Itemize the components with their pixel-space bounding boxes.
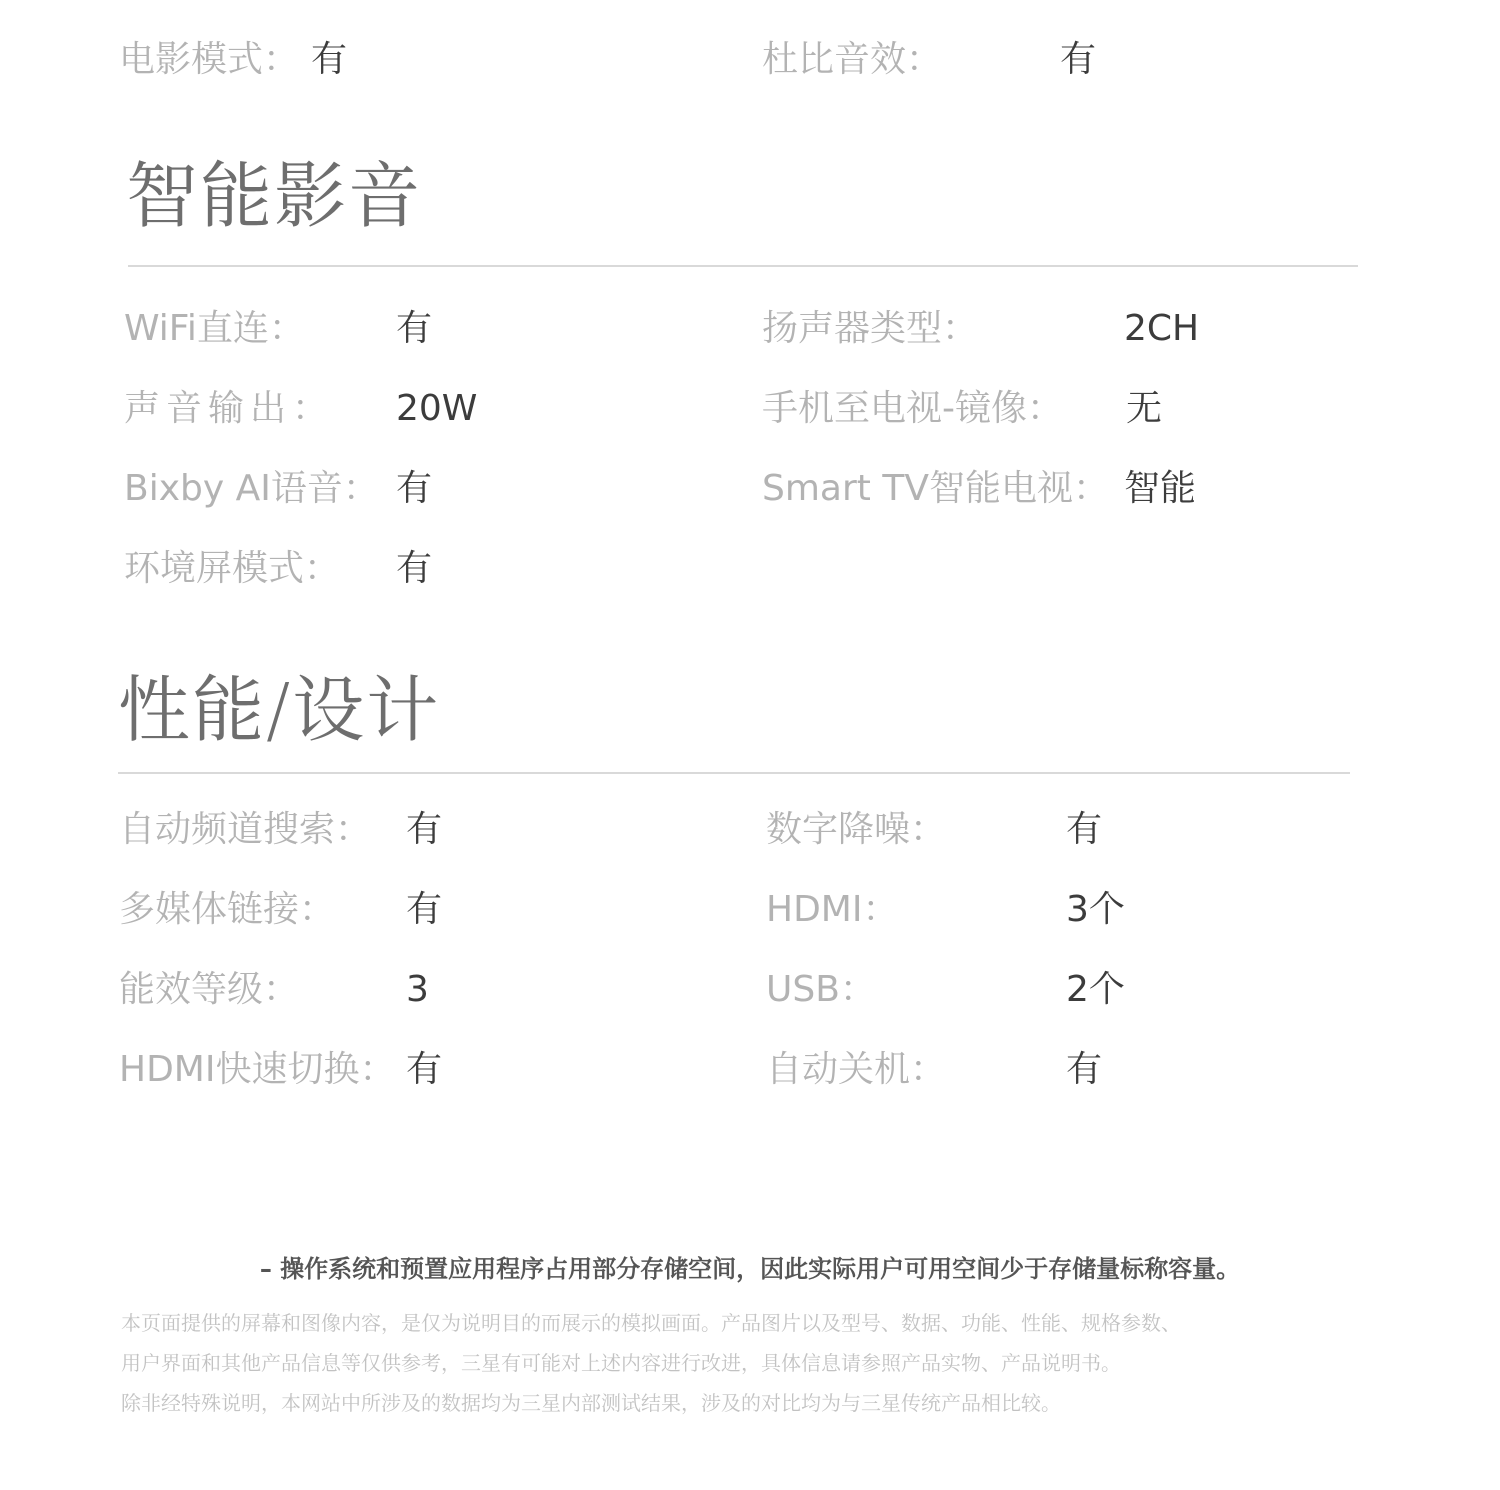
disclaimer-line: 本页面提供的屏幕和图像内容，是仅为说明目的而展示的模拟画面。产品图片以及型号、数据、功能、性能、规格参数、 <box>121 1311 1181 1335</box>
disclaimer-line: 用户界面和其他产品信息等仅供参考，三星有可能对上述内容进行改进，具体信息请参照产品实物、产品说明书。 <box>121 1351 1121 1375</box>
section-divider <box>128 265 1358 267</box>
wifi-direct-value: 有 <box>396 308 433 349</box>
disclaimer-line: 除非经特殊说明，本网站中所涉及的数据均为三星内部测试结果，涉及的对比均为与三星传统产品相比较。 <box>121 1391 1061 1415</box>
mirroring-value: 无 <box>1126 388 1163 429</box>
section-divider <box>118 772 1350 774</box>
auto-channel-label: 自动频道搜索： <box>119 809 372 850</box>
mirroring-label: 手机至电视-镜像： <box>762 388 1063 429</box>
disclaimer <box>121 1303 1381 1423</box>
sound-output-label: 声音输出： <box>124 388 335 429</box>
hdmi-value: 3个 <box>1066 889 1125 930</box>
smart-tv-value: 智能 <box>1124 468 1197 509</box>
usb-value: 2个 <box>1066 969 1125 1010</box>
smart-tv-label: Smart TV智能电视： <box>762 468 1109 509</box>
noise-reduction-value: 有 <box>1066 809 1103 850</box>
section-title-performance: 性能/设计 <box>118 668 441 752</box>
ambient-mode-label: 环境屏模式： <box>124 548 341 589</box>
noise-reduction-label: 数字降噪： <box>766 809 947 850</box>
auto-off-label: 自动关机： <box>766 1049 947 1090</box>
hdmi-label: HDMI： <box>766 889 899 930</box>
wifi-direct-label: WiFi直连： <box>124 308 305 349</box>
auto-channel-value: 有 <box>406 809 443 850</box>
bixby-label: Bixby AI语音： <box>124 468 379 509</box>
dolby-audio-label: 杜比音效： <box>762 39 943 80</box>
auto-off-value: 有 <box>1066 1049 1103 1090</box>
sound-output-value: 20W <box>396 388 478 429</box>
energy-value: 3 <box>406 969 429 1010</box>
dolby-audio-value: 有 <box>1060 39 1097 80</box>
storage-note: – 操作系统和预置应用程序占用部分存储空间，因此实际用户可用空间少于存储量标称容量。 <box>259 1255 1241 1283</box>
multimedia-value: 有 <box>406 889 443 930</box>
bixby-value: 有 <box>396 468 433 509</box>
speaker-type-value: 2CH <box>1124 308 1200 349</box>
movie-mode-value: 有 <box>311 39 348 80</box>
usb-label: USB： <box>766 969 876 1010</box>
movie-mode-label: 电影模式： <box>119 39 300 80</box>
speaker-type-label: 扬声器类型： <box>762 308 979 349</box>
ambient-mode-value: 有 <box>396 548 433 589</box>
section-title-smart-av: 智能影音 <box>126 154 423 238</box>
energy-label: 能效等级： <box>119 969 300 1010</box>
hdmi-switch-value: 有 <box>406 1049 443 1090</box>
hdmi-switch-label: HDMI快速切换： <box>119 1049 396 1090</box>
multimedia-label: 多媒体链接： <box>119 889 336 930</box>
